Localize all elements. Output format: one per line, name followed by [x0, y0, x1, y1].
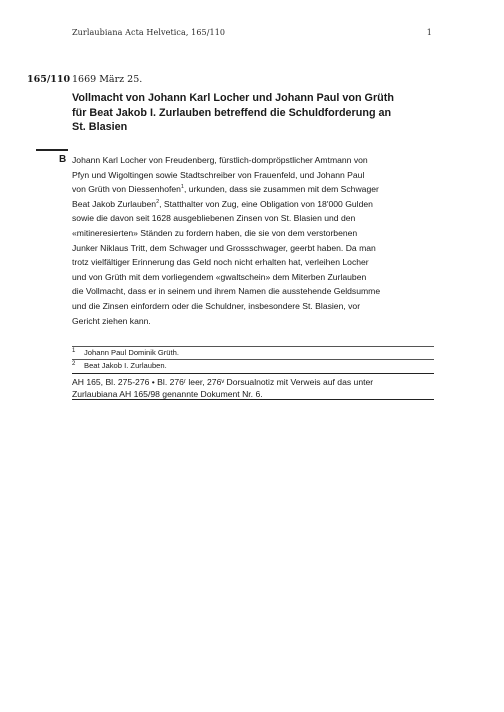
title-line: Vollmacht von Johann Karl Locher und Johann Paul von Grüth — [72, 92, 394, 104]
document-title — [72, 91, 426, 135]
regest-body — [72, 153, 434, 328]
document-number: 165/110 — [27, 74, 71, 85]
body-line: «mitineresierten» Ständen zu fordern haben, die sie von dem verstorbenen — [72, 227, 358, 238]
body-line: von Grüth von Diessenhofen$^1$, urkunden, dass sie zusammen mit dem Schwager — [72, 184, 379, 195]
body-line: sowie die davon seit 1628 ausgebliebenen Zinsen von St. Blasien und den — [72, 213, 356, 224]
footnote-rule — [72, 346, 434, 347]
source-line: Zurlaubiana AH 165/98 genannte Dokument Nr. 6. — [72, 389, 263, 399]
body-line: Pfyn und Wigoltingen sowie Stadtschreiber von Frauenfeld, und Johann Paul — [72, 169, 365, 180]
footnote-rule — [72, 359, 434, 360]
source-rule — [72, 373, 434, 374]
body-line: die Vollmacht, dass er in seinem und ihrem Namen die ausstehende Geldsumme — [72, 286, 381, 297]
footnote-text: Johann Paul Dominik Grüth. — [84, 348, 179, 357]
footnote-number: 1 — [72, 348, 76, 354]
running-head — [72, 28, 432, 37]
source-note — [72, 376, 434, 400]
title-line: für Beat Jakob I. Zurlauben betreffend die Schuldforderung an — [72, 106, 392, 119]
body-line: und die Zinsen einfordern oder die Schuldner, insbesondere St. Blasien, vor — [72, 300, 361, 311]
body-line: Junker Niklaus Tritt, dem Schwager und Grossschwager, geerbt haben. Da man — [72, 242, 376, 253]
section-divider — [36, 149, 68, 151]
footnote-number: 2 — [72, 361, 76, 367]
body-line: und von Grüth mit dem vorliegendem «gwaltschein» dem Miterben Zurlauben — [72, 271, 367, 282]
source-line: AH 165, Bl. 275-276 • Bl. 276ʳ leer, 276ᵛ Dorsualnotiz mit Verweis auf das unter — [72, 377, 374, 387]
body-line: Johann Karl Locher von Freudenberg, fürstlich-dompröpstlicher Amtmann von — [72, 155, 368, 165]
body-line: Beat Jakob Zurlauben$^2$, Statthalter von Zug, eine Obligation von 18'000 Gulden — [72, 198, 373, 209]
title-line: St. Blasien — [72, 121, 128, 133]
series-title: Zurlaubiana Acta Helvetica, 165/110 — [72, 28, 226, 37]
document-date: 1669 März 25. — [72, 74, 143, 85]
footnote-text: Beat Jakob I. Zurlauben. — [84, 361, 167, 370]
footnote-marker: 1 — [180, 184, 184, 191]
source-end-rule — [72, 399, 434, 400]
body-line: trotz vielfältiger Erinnerung das Geld noch nicht erhalten hat, verleihen Locher — [72, 257, 369, 268]
page-number: 1 — [426, 28, 432, 37]
footnote-marker: 2 — [156, 198, 160, 205]
body-line: Gericht ziehen kann. — [72, 315, 151, 326]
section-mark: B — [59, 154, 67, 165]
